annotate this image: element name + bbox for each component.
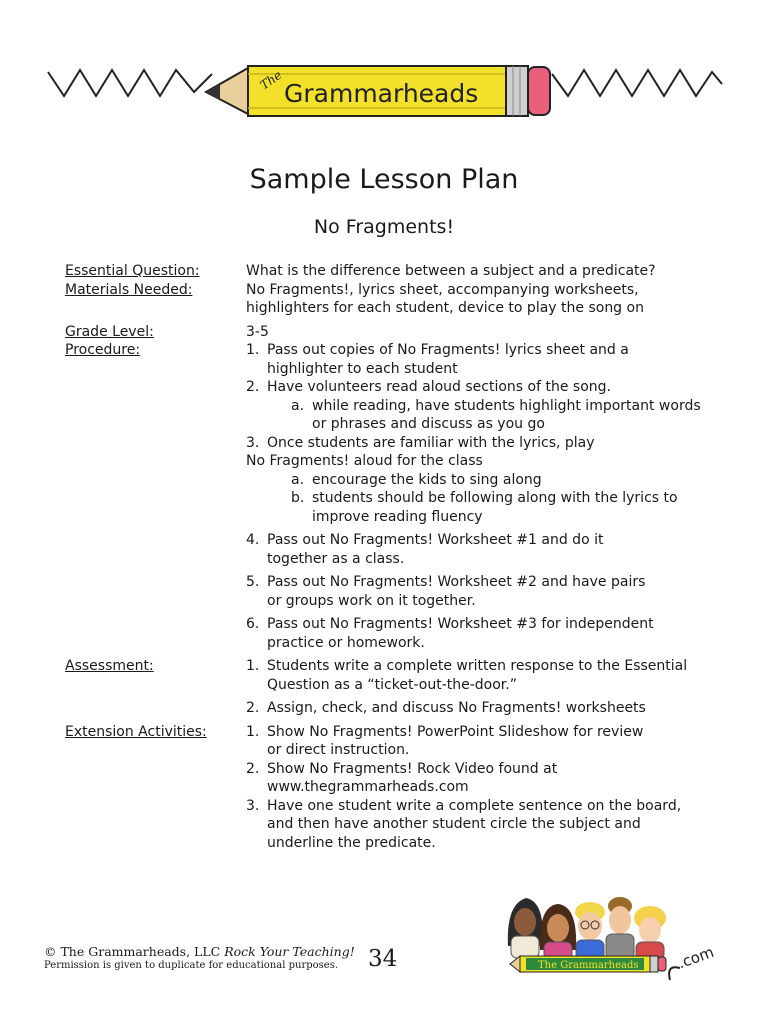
procedure-substep: a. encourage the kids to sing along [291, 471, 542, 488]
materials-row [65, 281, 725, 318]
logo-suffix: .com [675, 942, 717, 973]
kid-3 [575, 902, 605, 960]
page-title: Sample Lesson Plan [249, 164, 519, 195]
procedure-step: 5. Pass out No Fragments! Worksheet #2 and have pairs or groups work on it together. [246, 574, 646, 609]
procedure-row [65, 341, 725, 652]
kid-1 [508, 898, 543, 958]
brand-name: Grammarheads [284, 79, 479, 108]
materials-line: No Fragments!, lyrics sheet, accompanying worksheets, [246, 281, 639, 298]
lesson-plan-body [65, 262, 725, 852]
pencil-lead [206, 84, 220, 100]
page-subtitle: No Fragments! [313, 216, 455, 238]
kid-2 [540, 904, 576, 960]
kid-4 [606, 897, 634, 960]
copyright-text: © The Grammarheads, LLC [44, 944, 221, 959]
logo-banner-text: The Grammarheads [538, 960, 639, 971]
materials-label: Materials Needed: [65, 281, 193, 298]
kid-5 [634, 906, 666, 960]
pencil-eraser [528, 67, 550, 115]
extension-step: 2. Show No Fragments! Rock Video found at www.thegrammarheads.com [246, 760, 558, 795]
essential-question-label: Essential Question: [65, 263, 200, 279]
page-number: 34 [368, 946, 398, 972]
assessment-label: Assessment: [65, 658, 154, 674]
procedure-step: 3. Once students are familiar with the lyrics, play No Fragments! aloud for the class [246, 434, 595, 469]
essential-question-row [65, 262, 725, 281]
grade-label: Grade Level: [65, 323, 154, 340]
tagline: Rock Your Teaching! [224, 944, 355, 959]
zigzag-left [48, 70, 212, 96]
footer-copyright [44, 944, 355, 971]
assessment-step: 2. Assign, check, and discuss No Fragments! worksheets [246, 700, 646, 716]
grade-value: 3-5 [246, 323, 269, 340]
grammarheads-pencil-banner [44, 58, 724, 122]
extension-label: Extension Activities: [65, 723, 207, 740]
assessment-step: 1. Students write a complete written response to the Essential Question as a “ticket-out-the-door.” [246, 658, 688, 693]
materials-line: highlighters for each student, device to play the song on [246, 300, 644, 316]
procedure-label: Procedure: [65, 342, 141, 358]
essential-question-value: What is the difference between a subject and a predicate? [246, 263, 656, 279]
pencil-ferrule [506, 66, 528, 116]
assessment-row [65, 657, 725, 718]
procedure-step: 1. Pass out copies of No Fragments! lyrics sheet and a highlighter to each student [246, 342, 629, 377]
extension-row [65, 723, 725, 853]
procedure-step: 4. Pass out No Fragments! Worksheet #1 and do it together as a class. [246, 532, 604, 567]
zigzag-right [552, 70, 722, 96]
extension-step: 1. Show No Fragments! PowerPoint Slideshow for review or direct instruction. [246, 723, 644, 758]
procedure-step: 2. Have volunteers read aloud sections of the song. [246, 379, 611, 395]
procedure-substep: b. students should be following along with the lyrics to improve reading fluency [291, 490, 678, 525]
grade-row [65, 323, 725, 342]
grammarheads-kids-logo [502, 884, 734, 984]
brand-the: The [257, 67, 285, 93]
extension-step: 3. Have one student write a complete sentence on the board, and then have another student circle the subject and underline the predicate. [246, 797, 682, 851]
permission-text: Permission is given to duplicate for educational purposes. [44, 960, 339, 971]
procedure-step: 6. Pass out No Fragments! Worksheet #3 for independent practice or homework. [246, 616, 654, 651]
procedure-substep: a. while reading, have students highlight important words or phrases and discuss as you go [291, 397, 701, 432]
